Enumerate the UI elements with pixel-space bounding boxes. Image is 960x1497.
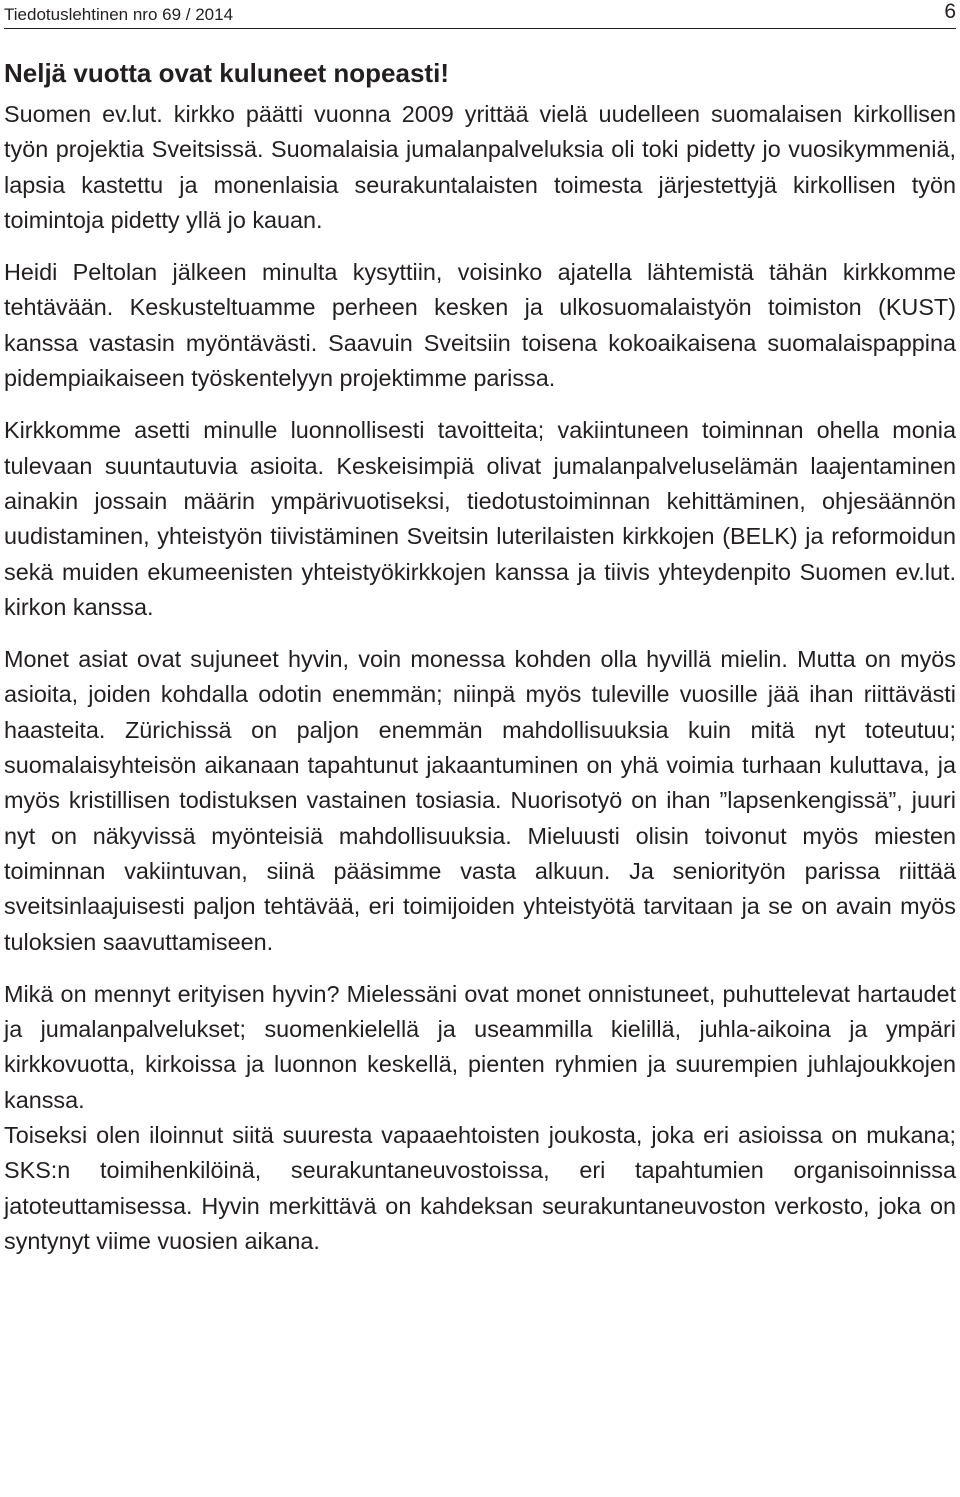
page-number: 6 [944, 0, 956, 23]
article-body [4, 97, 956, 1259]
article-title: Neljä vuotta ovat kuluneet nopeasti! [4, 58, 449, 88]
paragraph: Kirkkomme asetti minulle luonnollisesti tavoitteita; vakiintuneen toiminnan ohella monia tulevaan suuntautuvia asioita. Keskeisimpiä olivat jumalanpalveluselämän laajentaminen ainakin jossain määrin ympärivuotiseksi, tiedotustoiminnan kehittäminen, ohjesäännön uudistaminen, yhteistyön tiivistäminen Sveitsin luterilaisten kirkkojen (BELK) ja reformoidun sekä muiden ekumeenisten yhteistyökirkkojen kanssa ja tiivis yhteydenpito Suomen ev.lut. kirkon kanssa. [4, 417, 956, 620]
publication-title: Tiedotuslehtinen nro 69 / 2014 [4, 5, 234, 24]
paragraph: Monet asiat ovat sujuneet hyvin, voin monessa kohden olla hyvillä mielin. Mutta on myös asioita, joiden kohdalla odotin enemmän; niinpä myös tuleville vuosille jää ihan riittävästi haasteita. Zürichissä on paljon enemmän mahdollisuuksia kuin mitä nyt toteutuu; suomalaisyhteisön aikanaan tapahtunut jakaantuminen on yhä voimia turhaan kuluttava, ja myös kristillisen todistuksen vastainen tosiasia. Nuorisotyö on ihan ”lapsenkengissä”, juuri nyt on näkyvissä myönteisiä mahdollisuuksia. Mieluusti olisin toivonut myös miesten toiminnan vakiintuvan, siinä pääsimme vasta alkuun. Ja seniorityön parissa riittää sveitsinlaajuisesti paljon tehtävää, eri toimijoiden yhteistyötä tarvitaan ja se on avain myös tuloksien saavuttamiseen. [4, 646, 956, 955]
paragraph: Toiseksi olen iloinnut siitä suuresta vapaaehtoisten joukosta, joka eri asioissa on mukana; SKS:n toimihenkilöinä, seurakuntaneuvostoissa, eri tapahtumien organisoinnissa jatoteuttamisessa. Hyvin merkittävä on kahdeksan seurakuntaneuvoston verkosto, joka on syntynyt viime vuosien aikana. [4, 1122, 956, 1254]
page-header [4, 0, 956, 29]
page [4, 0, 956, 1259]
paragraph: Suomen ev.lut. kirkko päätti vuonna 2009 yrittää vielä uudelleen suomalaisen kirkollisen työn projektia Sveitsissä. Suomalaisia jumalanpalveluksia oli toki pidetty jo vuosikymmeniä, lapsia kastettu ja monenlaisia seurakuntalaisten toimesta järjestettyjä kirkollisen työn toimintoja pidetty yllä jo kauan. [4, 101, 956, 233]
paragraph: Mikä on mennyt erityisen hyvin? Mielessäni ovat monet onnistuneet, puhuttelevat hartaudet ja jumalanpalvelukset; suomenkielellä ja useammilla kielillä, juhla-aikoina ja ympäri kirkkovuotta, kirkoissa ja luonnon keskellä, pienten ryhmien ja suurempien juhlajoukkojen kanssa. [4, 980, 956, 1113]
paragraph: Heidi Peltolan jälkeen minulta kysyttiin, voisinko ajatella lähtemistä tähän kirkkomme tehtävään. Keskusteltuamme perheen kesken ja ulkosuomalaistyön toimiston (KUST) kanssa vastasin myöntävästi. Saavuin Sveitsiin toisena kokoaikaisena suomalaispappina pidempiaikaiseen työskentelyyn projektimme parissa. [4, 259, 956, 392]
